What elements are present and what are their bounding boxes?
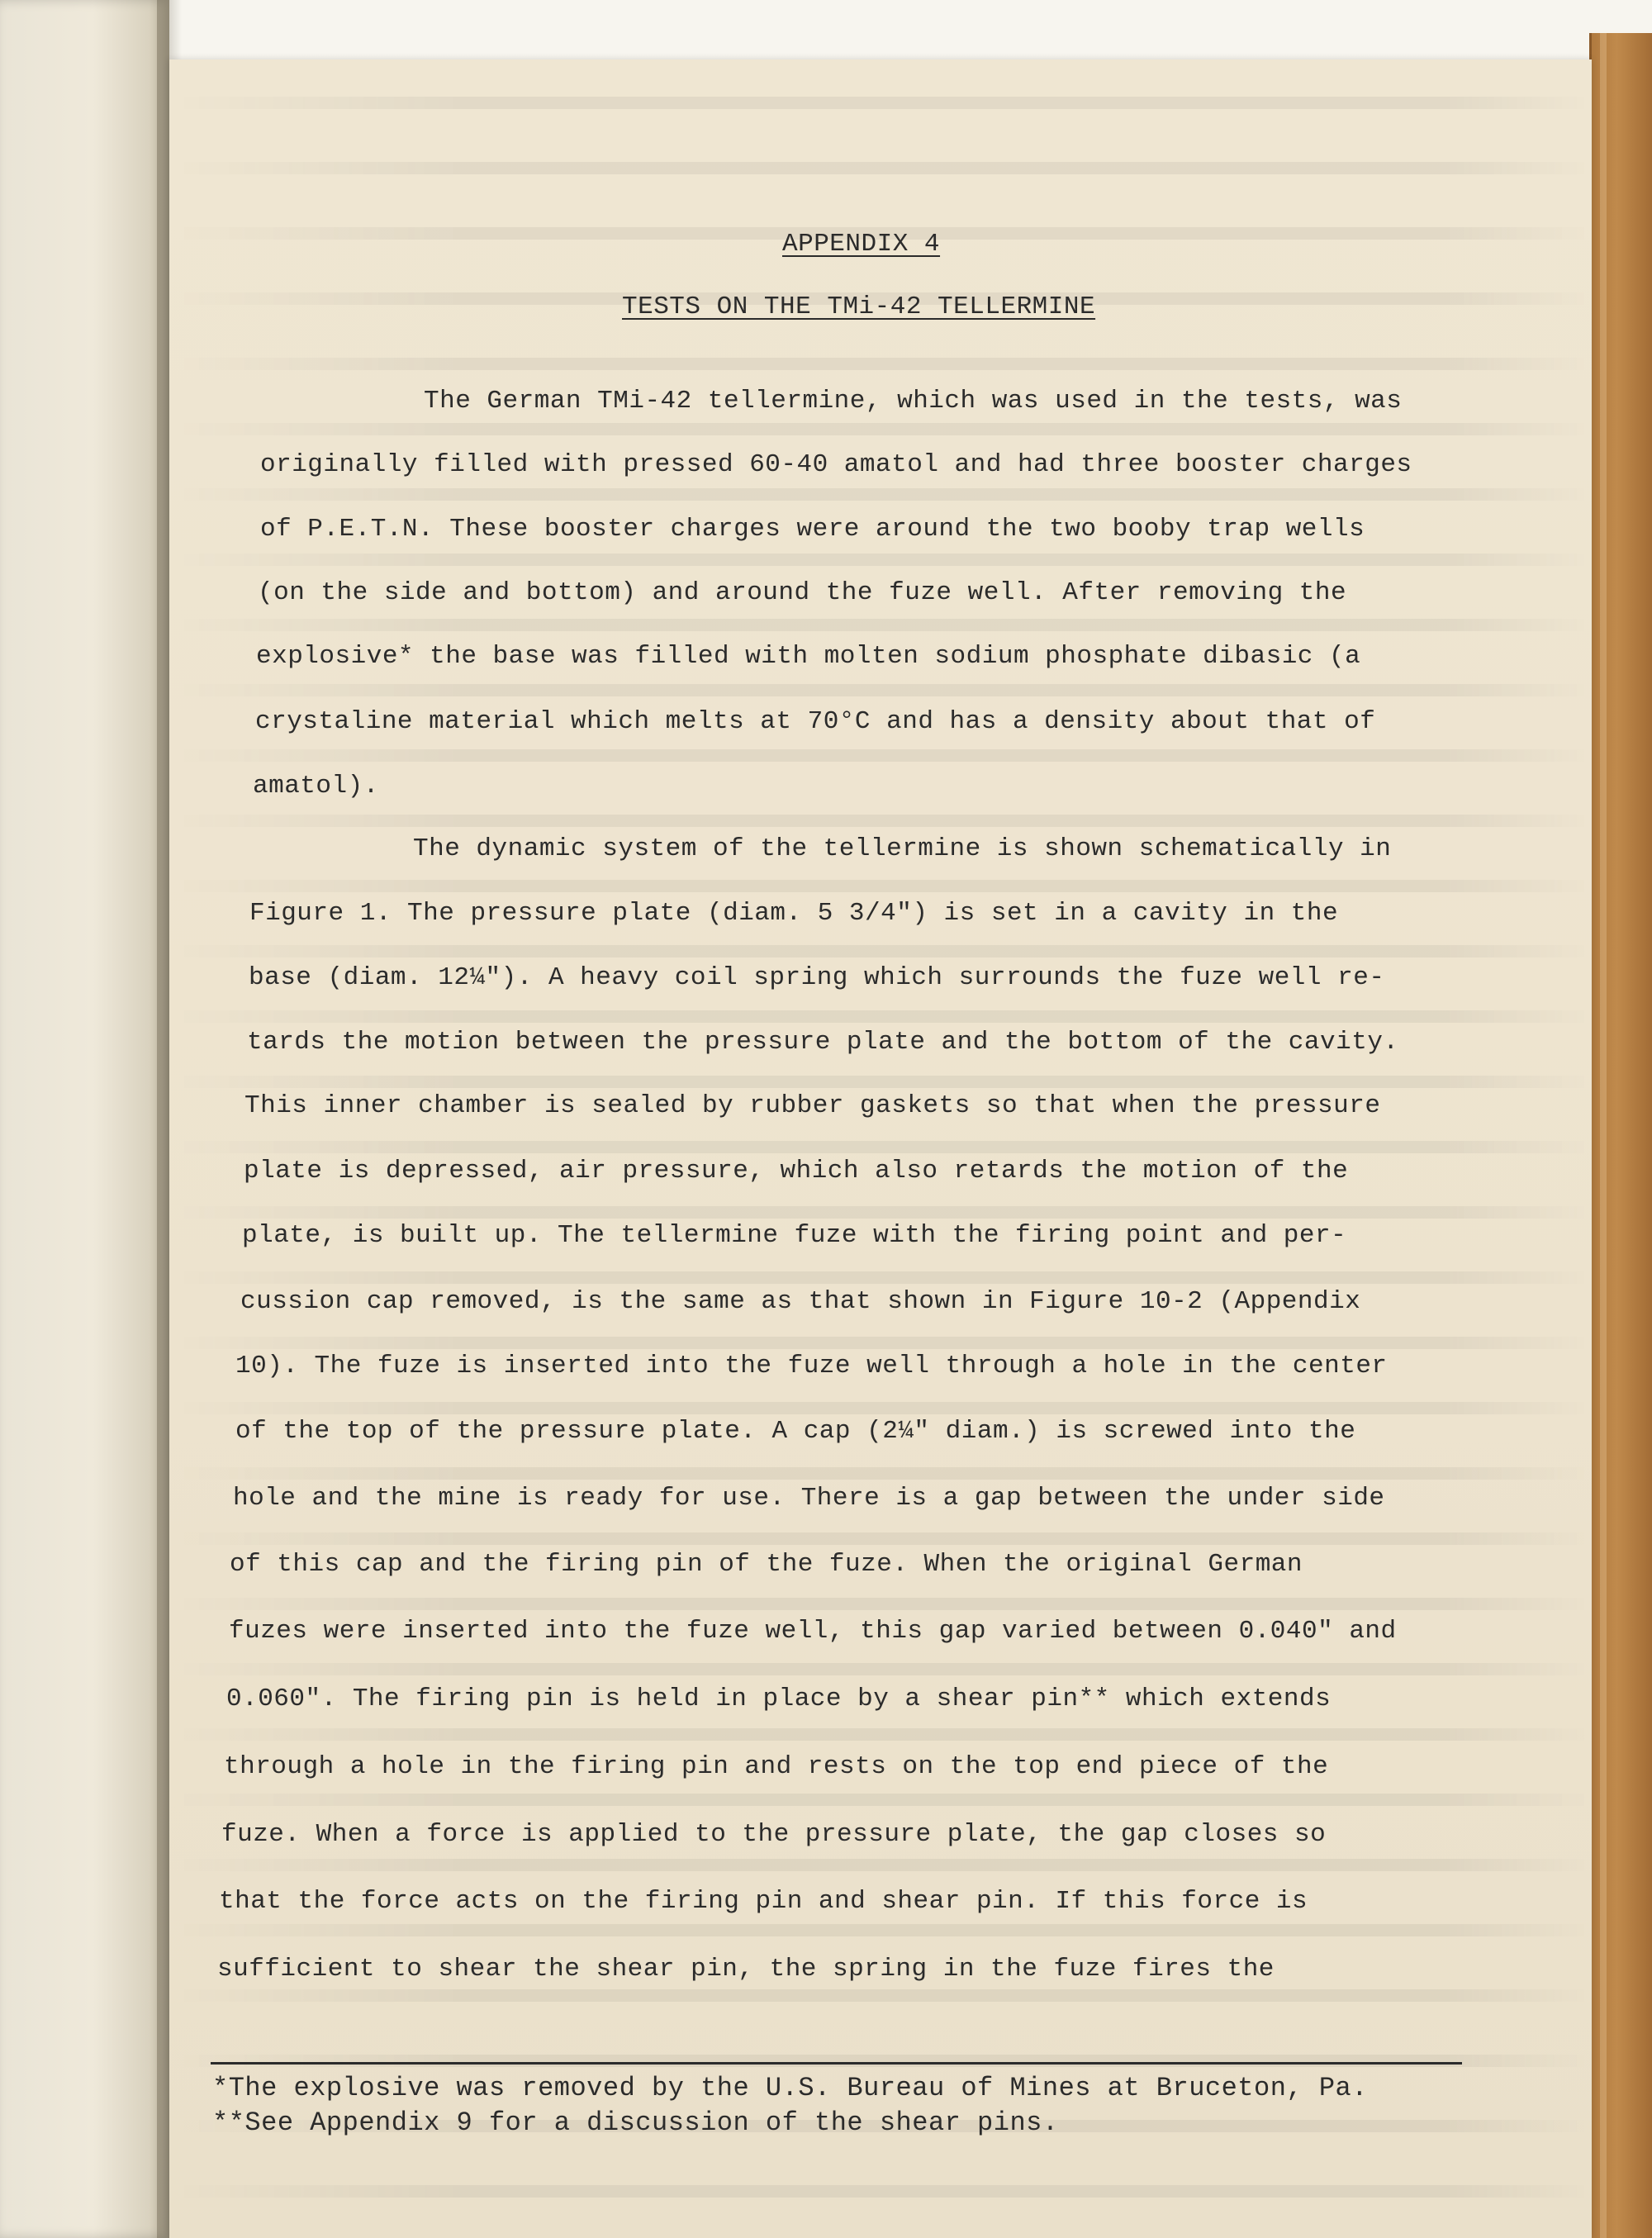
body-line: tards the motion between the pressure plate and the bottom of the cavity. [247,1028,1399,1057]
body-line: cussion cap removed, is the same as that shown in Figure 10-2 (Appendix [240,1287,1361,1316]
body-line: fuzes were inserted into the fuze well, this gap varied between 0.040" and [229,1617,1397,1646]
body-line: hole and the mine is ready for use. There is a gap between the under side [233,1484,1385,1513]
body-line: originally filled with pressed 60-40 amatol and had three booster charges [260,450,1412,479]
body-line: 0.060". The firing pin is held in place by a shear pin** which extends [226,1684,1332,1713]
body-line: fuze. When a force is applied to the pressure plate, the gap closes so [221,1820,1327,1849]
document-page [169,59,1592,2238]
appendix-heading: APPENDIX 4 [782,230,941,259]
body-line: sufficient to shear the shear pin, the spring in the fuze fires the [217,1955,1275,1984]
body-line: Figure 1. The pressure plate (diam. 5 3/4") is set in a cavity in the [249,899,1339,928]
footnote-shear-pins: **See Appendix 9 for a discussion of the shear pins. [212,2107,1059,2138]
body-line: that the force acts on the firing pin and shear pin. If this force is [219,1887,1308,1916]
body-line: of the top of the pressure plate. A cap (2¼" diam.) is screwed into the [235,1417,1356,1446]
body-line: This inner chamber is sealed by rubber gaskets so that when the pressure [244,1091,1381,1120]
body-line: of this cap and the firing pin of the fuze. When the original German [230,1550,1303,1579]
body-line: crystaline material which melts at 70°C and has a density about that of [255,707,1376,736]
body-line: explosive* the base was filled with molten sodium phosphate dibasic (a [256,642,1361,671]
body-line: 10). The fuze is inserted into the fuze well through a hole in the center [235,1352,1388,1380]
body-line: base (diam. 12¼"). A heavy coil spring which surrounds the fuze well re- [249,963,1385,992]
body-line: through a hole in the firing pin and rests on the top end piece of the [224,1752,1329,1781]
facing-page [0,0,169,2238]
body-line: of P.E.T.N. These booster charges were around the two booby trap wells [260,515,1365,544]
cardboard-cover-edge [1589,33,1652,2238]
body-line: The German TMi-42 tellermine, which was used in the tests, was [424,387,1403,416]
body-line: (on the side and bottom) and around the fuze well. After removing the [258,578,1347,607]
footnote-rule [211,2062,1462,2065]
body-line: The dynamic system of the tellermine is shown schematically in [413,834,1392,863]
body-line: plate is depressed, air pressure, which also retards the motion of the [244,1157,1349,1186]
page-title: TESTS ON THE TMi-42 TELLERMINE [622,292,1096,321]
body-line: amatol). [253,772,379,801]
footnote-explosive: *The explosive was removed by the U.S. Bureau of Mines at Bruceton, Pa. [212,2073,1368,2103]
body-line: plate, is built up. The tellermine fuze with the firing point and per- [242,1221,1347,1250]
